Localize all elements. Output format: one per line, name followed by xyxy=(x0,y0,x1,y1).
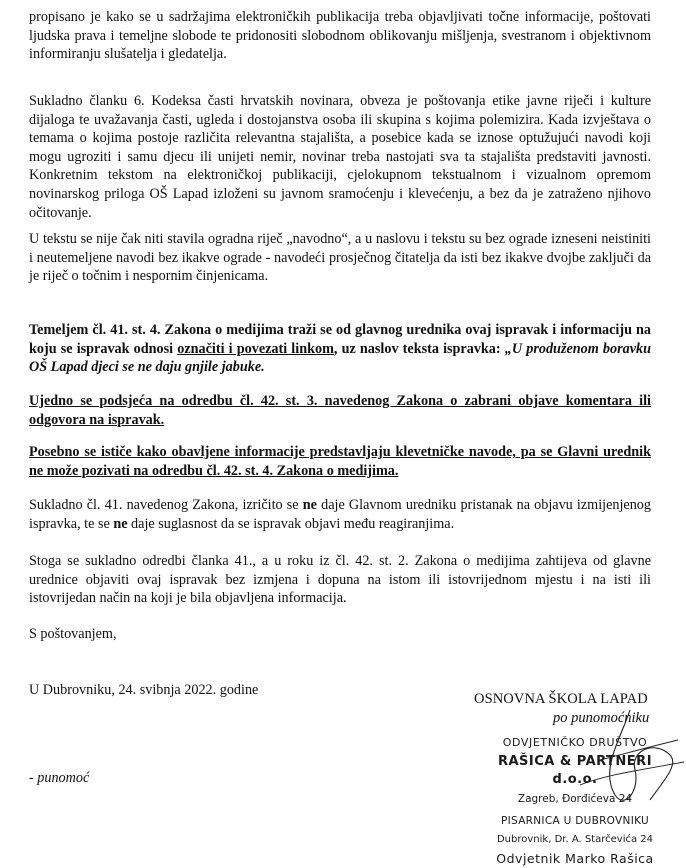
paragraph-5-text: Ujedno se podsjeća na odredbu čl. 42. st. 3. navedenog Zakona o zabrani objave komentara ili odgovora na ispravak. xyxy=(29,393,651,428)
paragraph-1 xyxy=(29,8,651,64)
attachment-note: - punomoć xyxy=(29,770,90,786)
paragraph-4-part-c: , uz naslov teksta ispravka: xyxy=(333,340,505,357)
paragraph-6-text: Posebno se ističe kako obavljene informacije predstavljaju klevetničke navode, pa se Glavni urednik ne može pozivati na odredbu čl. 42. st. 4. Zakona o medijima. xyxy=(29,444,651,479)
paragraph-5 xyxy=(29,392,651,429)
correction-title: „U produženom boravku OŠ Lapad djeci se ne daju gnjile jabuke. xyxy=(29,340,651,376)
date-line: U Dubrovniku, 24. svibnja 2022. godine xyxy=(29,682,259,698)
paragraph-3-text: U tekstu se nije čak niti stavila ogradna riječ „navodno“, a u naslovu i tekstu su bez ograde izneseni neistiniti i neutemeljene navodi bez ikakve ograde - navodeći prosječnog čitatelja da isti bez ikakve dvojbe zaključi da je riječ o točnim i nespornim činjenicama. xyxy=(29,231,651,285)
handwritten-signature xyxy=(560,700,686,830)
paragraph-7-part-a: Sukladno čl. 41. navedenog Zakona, izričito se xyxy=(29,497,303,513)
stamp-line-3: Zagreb, Đorđićeva 24 xyxy=(517,792,633,805)
by-proxy-label: po punomoćniku xyxy=(553,710,650,726)
paragraph-8 xyxy=(29,552,651,608)
stamp-line-5: Dubrovnik, Dr. A. Starčevića 24 xyxy=(496,833,653,845)
organization-name: OSNOVNA ŠKOLA LAPAD xyxy=(474,691,648,707)
paragraph-4-part-a: Temeljem čl. 41. st. 4. Zakona o medijima traži se od glavnog urednika ovaj ispravak i informaciju na koju se ispravak odnosi xyxy=(29,322,651,357)
paragraph-7 xyxy=(29,496,651,533)
paragraph-7-part-e: daje suglasnost da se ispravak objavi među reagiranjima. xyxy=(127,515,455,532)
paragraph-6 xyxy=(29,443,651,480)
paragraph-7-ne-1: ne xyxy=(302,497,317,513)
paragraph-2 xyxy=(29,92,651,222)
stamp-line-2: RAŠICA & PARTNERI d.o.o. xyxy=(497,753,653,788)
stamp-line-4: PISARNICA U DUBROVNIKU xyxy=(501,815,649,828)
paragraph-4 xyxy=(29,321,651,377)
stamp-line-1: ODVJETNIČKO DRUŠTVO xyxy=(502,736,648,749)
paragraph-1-text: propisano je kako se u sadržajima elektroničkih publikacija treba objavljivati točne informacije, poštovati ljudska prava i temeljne slobode te pridonositi slobodnom oblikovanju mišljenja, svestranom i objektivnom informiranju slušatelja i gledatelja. xyxy=(29,9,651,63)
paragraph-7-text xyxy=(29,496,651,533)
stamp-line-6: Odvjetnik Marko Rašica xyxy=(496,850,654,866)
paragraph-3 xyxy=(29,230,651,286)
paragraph-4-text xyxy=(29,321,651,377)
paragraph-8-text: Stoga se sukladno odredbi članka 41., a u roku iz čl. 42. st. 2. Zakona o medijima zahtijeva od glavne urednice objaviti ovaj ispravak bez izmjena i dopuna na istom ili istovrijednom mjestu i na isti ili istovrijedan način na koji je bila objavljena informacija. xyxy=(29,553,651,607)
paragraph-2-text: Sukladno članku 6. Kodeksa časti hrvatskih novinara, obveza je poštovanja etike javne riječi i kulture dijaloga te uvažavanja časti, ugleda i dostojanstva osoba ili skupina s kojima polemizira. Kada izvještava o temama o kojima postoje različita relevantna stajališta, a posebice kada se iznose optužujući navodi koji mogu ugroziti i samu djecu ili unijeti nemir, novinar treba nastojati sva ta stajališta predstaviti javnosti. Konkretnim tekstom na elektroničkoj publikaciji, cjelokupnom tekstualnom i vizualnom opremom novinarskog priloga OŠ Lapad izloženi su javnom sramoćenju i klevećenju, a bez da je zatraženo njihovo očitovanje. xyxy=(29,93,651,221)
greeting: S poštovanjem, xyxy=(29,626,117,642)
paragraph-7-part-c: daje Glavnom uredniku pristanak na objavu izmijenjenog ispravka, te se xyxy=(29,497,651,532)
paragraph-4-underlined: označiti i povezati linkom xyxy=(177,340,334,357)
paragraph-7-ne-2: ne xyxy=(113,515,128,532)
